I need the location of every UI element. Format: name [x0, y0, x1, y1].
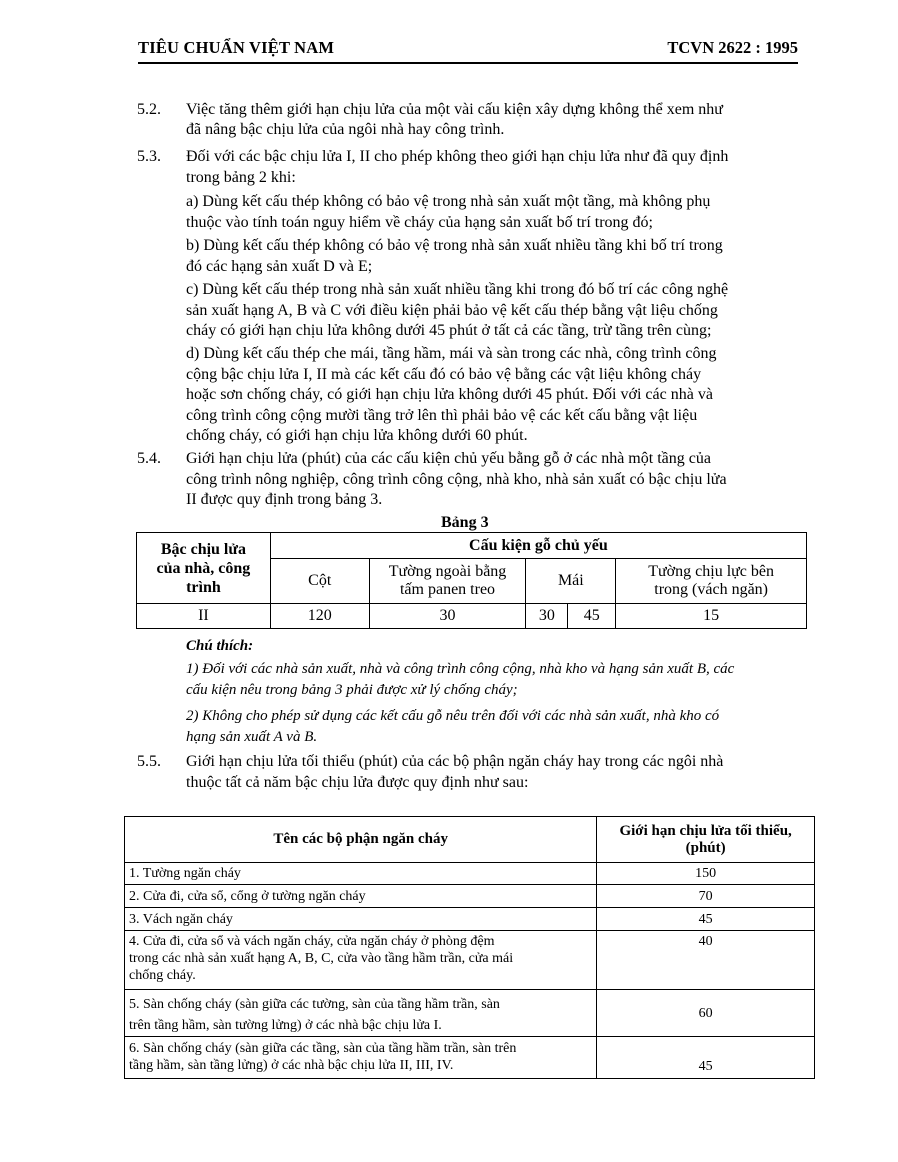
paragraph-line: Giới hạn chịu lửa tối thiểu (phút) của các bộ phận ngăn cháy hay trong các ngôi nhà: [186, 753, 724, 770]
table-header-cell: [137, 533, 271, 604]
note-line: hạng sản xuất A và B.: [186, 729, 318, 745]
table-cell: [125, 990, 597, 1037]
section-number: 5.3.: [137, 148, 161, 165]
header-line: trình: [186, 578, 221, 596]
paragraph-line: công trình công cộng mười tầng trở lên thì phải bảo vệ các kết cấu bằng vật liệu: [186, 407, 698, 424]
paragraph-line: trong bảng 2 khi:: [186, 169, 296, 186]
table-cell: II: [137, 604, 271, 629]
section-number: 5.4.: [137, 450, 161, 467]
cell-line: chống cháy.: [129, 968, 196, 983]
table-cell: 1. Tường ngăn cháy: [125, 863, 597, 885]
paragraph-line: b) Dùng kết cấu thép không có bảo vệ trong nhà sản xuất nhiều tầng khi bố trí trong: [186, 237, 723, 254]
table-cell: 45: [597, 908, 815, 931]
header-right: TCVN 2622 : 1995: [667, 38, 798, 57]
section-number: 5.2.: [137, 101, 161, 118]
table-cell: 60: [597, 990, 815, 1037]
paragraph-line: đó các hạng sản xuất D và E;: [186, 258, 373, 275]
header-line: Tường chịu lực bên: [648, 563, 775, 580]
cell-line: 4. Cửa đi, cửa sổ và vách ngăn cháy, cửa ngăn cháy ở phòng đệm: [129, 934, 495, 949]
header-line: (phút): [685, 839, 726, 856]
note-line: 2) Không cho phép sử dụng các kết cấu gỗ nêu trên đối với các nhà sản xuất, nhà kho có: [186, 708, 720, 724]
table-header-cell: Tên các bộ phận ngăn cháy: [125, 817, 597, 863]
paragraph-line: hoặc sơn chống cháy, có giới hạn chịu lửa không dưới 45 phút. Đối với các nhà và: [186, 386, 713, 403]
paragraph-line: chống cháy, có giới hạn chịu lửa không dưới 60 phút.: [186, 427, 528, 444]
paragraph-line: thuộc vào tính toán nguy hiểm về cháy của hạng sản xuất bố trí trong đó;: [186, 214, 653, 231]
table-header-cell: [616, 559, 807, 604]
table-header-cell: Cột: [270, 559, 369, 604]
paragraph-line: c) Dùng kết cấu thép trong nhà sản xuất nhiều tầng khi trong đó bố trí các công nghệ: [186, 281, 729, 298]
cell-line: 5. Sàn chống cháy (sàn giữa các tường, sàn của tầng hầm trần, sàn: [129, 997, 500, 1012]
header-line: Bậc chịu lửa: [160, 540, 246, 558]
table-caption: Bảng 3: [441, 514, 489, 531]
table-cell: 45: [568, 604, 616, 629]
table-cell: 2. Cửa đi, cửa sổ, cổng ở tường ngăn cháy: [125, 885, 597, 908]
paragraph-line: đã nâng bậc chịu lửa của ngôi nhà hay công trình.: [186, 121, 505, 138]
paragraph-line: a) Dùng kết cấu thép không có bảo vệ trong nhà sản xuất một tầng, mà không phụ: [186, 193, 711, 210]
header-line: Tường ngoài bằng: [388, 563, 507, 580]
fire-barrier-table: [124, 816, 815, 1079]
table-header-cell: Cấu kiện gỗ chủ yếu: [270, 533, 806, 559]
header-left: TIÊU CHUẨN VIỆT NAM: [138, 38, 335, 57]
cell-line: tầng hầm, sàn tầng lửng) ở các nhà bậc chịu lửa II, III, IV.: [129, 1058, 454, 1073]
table-cell: 3. Vách ngăn cháy: [125, 908, 597, 931]
table-header-cell: [597, 817, 815, 863]
table-cell: [125, 1037, 597, 1079]
cell-line: trong các nhà sản xuất hạng A, B, C, cửa vào tầng hầm trần, cửa mái: [129, 951, 514, 966]
table-cell: 150: [597, 863, 815, 885]
table-cell: [125, 931, 597, 990]
paragraph-line: sản xuất hạng A, B và C với điều kiện phải bảo vệ kết cấu thép bằng vật liệu chống: [186, 302, 718, 319]
table-header-cell: [369, 559, 526, 604]
paragraph-line: II được quy định trong bảng 3.: [186, 491, 383, 508]
paragraph-line: cộng bậc chịu lửa I, II mà các kết cấu đó có bảo vệ bằng các vật liệu không cháy: [186, 366, 702, 383]
section-number: 5.5.: [137, 753, 161, 770]
table-cell: 30: [369, 604, 526, 629]
table-cell: 70: [597, 885, 815, 908]
table-cell: 120: [270, 604, 369, 629]
note-line: 1) Đối với các nhà sản xuất, nhà và công trình công cộng, nhà kho và hạng sản xuất B, các: [186, 661, 735, 677]
paragraph-line: thuộc tất cả năm bậc chịu lửa được quy định như sau:: [186, 774, 529, 791]
cell-line: trên tầng hầm, sàn tường lửng) ở các nhà bậc chịu lửa I.: [129, 1018, 442, 1033]
header-rule: [138, 62, 798, 64]
paragraph-line: Giới hạn chịu lửa (phút) của các cấu kiện chủ yếu bằng gỗ ở các nhà một tầng của: [186, 450, 711, 467]
table-3: [136, 532, 807, 629]
header-line: của nhà, công: [156, 559, 251, 577]
table-cell: 40: [597, 931, 815, 990]
paragraph-line: Việc tăng thêm giới hạn chịu lửa của một vài cấu kiện xây dựng không thể xem như: [186, 101, 723, 118]
notes-title: Chú thích:: [186, 638, 254, 654]
table-cell: 30: [526, 604, 568, 629]
note-line: cấu kiện nêu trong bảng 3 phải được xử lý chống cháy;: [186, 682, 518, 698]
table-cell: 15: [616, 604, 807, 629]
header-line: trong (vách ngăn): [654, 581, 768, 598]
paragraph-line: cháy có giới hạn chịu lửa không dưới 45 phút ở tất cả các tầng, trừ tầng trên cùng;: [186, 322, 712, 339]
table-header-cell: Mái: [526, 559, 616, 604]
table-cell: 45: [597, 1037, 815, 1079]
cell-line: 6. Sàn chống cháy (sàn giữa các tầng, sàn của tầng hầm trần, sàn trên: [129, 1041, 517, 1056]
header-line: Giới hạn chịu lửa tối thiểu,: [619, 822, 792, 839]
header-line: tấm panen treo: [399, 581, 496, 598]
paragraph-line: Đối với các bậc chịu lửa I, II cho phép không theo giới hạn chịu lửa như đã quy định: [186, 148, 729, 165]
paragraph-line: d) Dùng kết cấu thép che mái, tầng hầm, mái và sàn trong các nhà, công trình công: [186, 345, 717, 362]
paragraph-line: công trình nông nghiệp, công trình công cộng, nhà kho, nhà sản xuất có bậc chịu lửa: [186, 471, 727, 488]
page-header: [138, 38, 798, 64]
